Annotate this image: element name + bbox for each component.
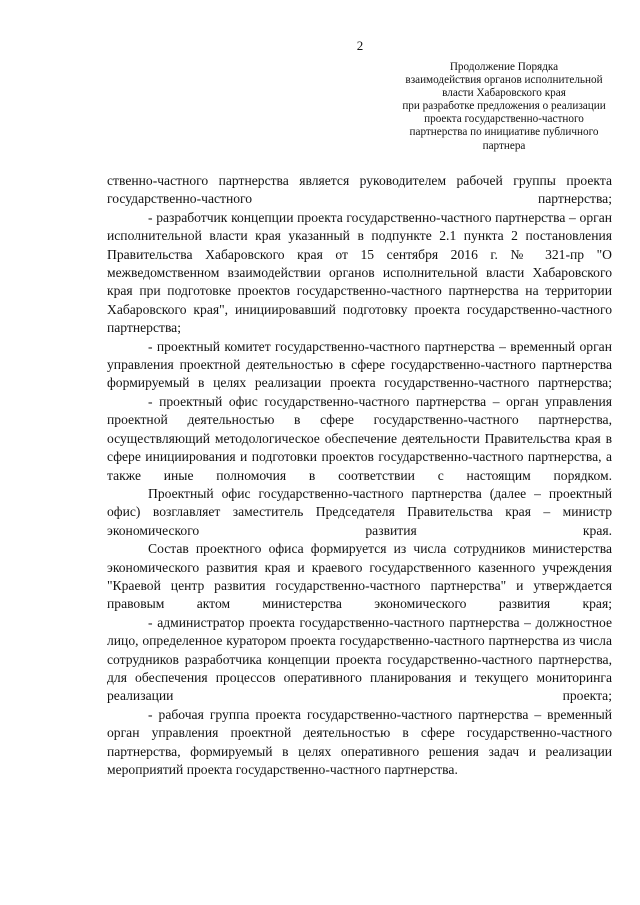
header-line: проекта государственно-частного — [424, 113, 584, 126]
document-body — [107, 172, 612, 779]
page-number: 2 — [356, 38, 364, 53]
paragraph: Проектный офис государственно-частного партнерства (далее – проектный офис) возглавляет заместитель Председателя Правительства края – министр экономического развития края. — [107, 485, 612, 538]
paragraph: Состав проектного офиса формируется из числа сотрудников министерства экономического развития края и краевого государственного казенного учреждения "Краевой центр развития государственно-частного партнерства" и утверждается правовым актом министерства экономического развития края; — [107, 541, 612, 612]
header-line: Продолжение Порядка — [449, 61, 559, 73]
document-header — [358, 61, 640, 153]
paragraph: ственно-частного партнерства является руководителем рабочей группы проекта государственно-частного партнерства; — [107, 173, 612, 207]
header-line: власти Хабаровского края — [442, 87, 566, 100]
header-line: партнера — [482, 139, 526, 152]
paragraph: - рабочая группа проекта государственно-частного партнерства – временный орган управления проектной деятельностью в сфере государственно-частного партнерства, формируемый в целях оперативного решения задач и реализации мероприятий проекта государственно-частного партнерства. — [107, 706, 612, 777]
header-line: партнерства по инициативе публичного — [409, 126, 599, 139]
paragraph: - проектный офис государственно-частного партнерства – орган управления проектной деятельностью в сфере государственно-частного партнерства, осуществляющий методологическое обеспечение деятельности Правительства края в сфере инициирования и подготовки проектов государственно-частного партнерства, а также иные полномочия в соответствии с настоящим порядком. — [107, 393, 612, 483]
header-line: взаимодействия органов исполнительной — [405, 74, 603, 87]
header-line: при разработке предложения о реализации — [402, 100, 606, 113]
paragraph: - проектный комитет государственно-частного партнерства – временный орган управления проектной деятельностью в сфере государственно-частного партнерства формируемый в целях реализации проекта государственно-частного партнерства; — [107, 338, 612, 391]
paragraph: - администратор проекта государственно-частного партнерства – должностное лицо, определенное куратором проекта государственно-частного партнерства из числа сотрудников разработчика концепции проекта государственно-частного партнерства, для обеспечения процессов оперативного планирования и текущего мониторинга реализации проекта; — [107, 614, 612, 704]
paragraph: - разработчик концепции проекта государственно-частного партнерства – орган исполнительной власти края указанный в подпункте 2.1 пункта 2 постановления Правительства Хабаровского края от 15 сентября 2016 г. № 321-пр "О межведомственном взаимодействии органов исполнительной власти Хабаровского края при подготовке проектов государственно-частного партнерства на территории Хабаровского края", инициировавший подготовку проекта государственно-частного партнерства; — [107, 209, 612, 336]
